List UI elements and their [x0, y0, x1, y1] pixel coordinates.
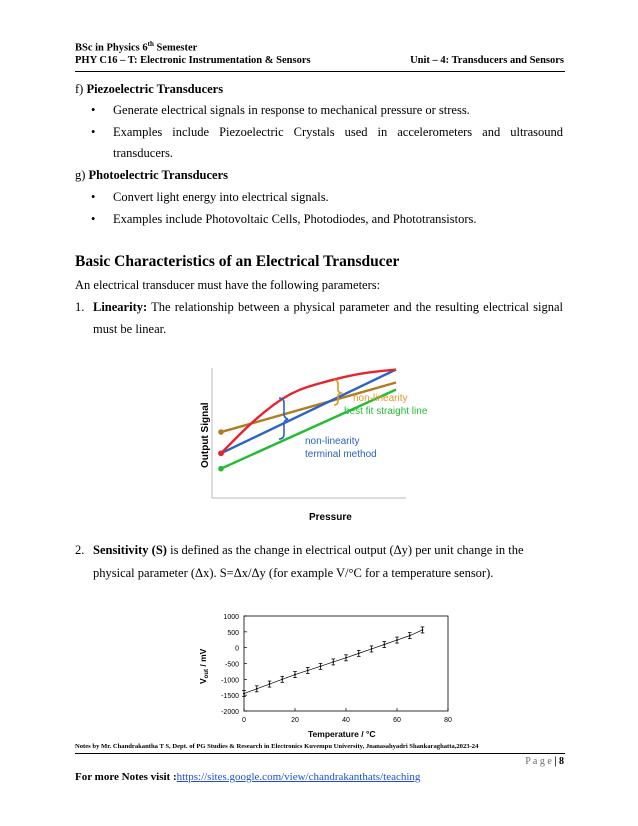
- x-tick-label: 40: [342, 717, 350, 724]
- item-2-cont: physical parameter (Δx). S=Δx/Δy (for example V/°C for a temperature sensor).: [93, 566, 494, 580]
- header-divider: [75, 71, 565, 72]
- section-heading: Basic Characteristics of an Electrical Transducer: [75, 253, 400, 270]
- item-2-text: Sensitivity (S) is defined as the change in electrical output (Δy) per unit change in the: [93, 543, 524, 557]
- y-tick-label: 1000: [223, 614, 239, 621]
- data-point: [396, 639, 398, 641]
- piezo-bullet-2: • Examples include Piezoelectric Crystals used in accelerometers and ultrasound: [113, 123, 563, 141]
- annotation-best-fit: best fit straight line: [344, 406, 428, 417]
- data-point: [294, 674, 296, 676]
- data-point: [269, 683, 271, 685]
- series-start-point: [218, 451, 224, 457]
- lower-brace: [279, 398, 288, 439]
- annotation-terminal-method: terminal method: [305, 449, 377, 460]
- y-tick-label: -1500: [221, 693, 239, 701]
- unit-title: Unit – 4: Transducers and Sensors: [410, 55, 564, 66]
- annotation-non-linearity-1: non-linearity: [353, 393, 408, 404]
- page-number: P a g e | 8: [525, 756, 564, 767]
- item-2-number: 2.: [75, 543, 85, 557]
- upper-brace: [334, 380, 341, 405]
- annotation-non-linearity-2: non-linearity: [305, 436, 360, 447]
- footer-notes: Notes by Mr. Chandrakantha T S, Dept. of PG Studies & Research in Electronics Kuvempu University, Jnanasahyadri Shankaraghatta,2023-24: [75, 743, 479, 750]
- photo-heading: g) Photoelectric Transducers: [75, 168, 228, 182]
- data-point: [320, 665, 322, 667]
- item-1-text: Linearity: The relationship between a physical parameter and the resulting electrical signal: [93, 300, 563, 314]
- footer-divider: [75, 753, 565, 754]
- sensitivity-chart: [188, 604, 468, 742]
- plot-frame: [244, 616, 448, 711]
- item-1-cont: must be linear.: [93, 322, 167, 336]
- data-point: [243, 693, 245, 695]
- y-tick-label: -1000: [221, 677, 239, 685]
- y-axis-label: $V_{out}$ / mV: [198, 648, 210, 684]
- series-start-point: [218, 429, 224, 435]
- data-point: [409, 635, 411, 637]
- data-point: [422, 629, 424, 631]
- piezo-bullet-1: • Generate electrical signals in response to mechanical pressure or stress.: [113, 101, 470, 119]
- data-point: [256, 688, 258, 690]
- series-start-point: [218, 466, 224, 472]
- y-tick-label: -500: [224, 661, 239, 669]
- y-tick-label: 500: [227, 629, 239, 637]
- paper-title: PHY C16 – T: Electronic Instrumentation & Sensors: [75, 55, 311, 66]
- data-point: [307, 670, 309, 672]
- data-point: [358, 652, 360, 654]
- data-point: [281, 678, 283, 680]
- x-tick-label: 20: [291, 717, 299, 724]
- x-axis-label: Pressure: [309, 512, 352, 523]
- piezo-bullet-2-cont: transducers.: [113, 146, 174, 160]
- data-point: [371, 648, 373, 650]
- x-tick-label: 80: [444, 717, 452, 724]
- piezo-heading: f) Piezoelectric Transducers: [75, 82, 224, 96]
- data-point: [345, 657, 347, 659]
- data-point: [383, 644, 385, 646]
- photo-bullet-2: • Examples include Photovoltaic Cells, Photodiodes, and Phototransistors.: [113, 210, 477, 228]
- section-intro: An electrical transducer must have the following parameters:: [75, 278, 381, 292]
- y-tick-label: 0: [235, 645, 239, 653]
- photo-bullet-1: • Convert light energy into electrical signals.: [113, 188, 329, 206]
- data-point: [332, 661, 334, 663]
- y-axis-label: Output Signal: [200, 402, 211, 468]
- item-1-number: 1.: [75, 300, 85, 314]
- linearity-chart: [196, 356, 428, 528]
- x-tick-label: 0: [242, 717, 246, 724]
- x-tick-label: 60: [393, 717, 401, 724]
- footer-more: For more Notes visit :https://sites.google.com/view/chandrakanthats/teaching: [75, 771, 421, 783]
- course-title: BSc in Physics 6th Semester: [75, 40, 198, 54]
- x-axis-label: Temperature / °C: [308, 729, 376, 739]
- y-tick-label: -2000: [221, 709, 239, 716]
- notes-link[interactable]: https://sites.google.com/view/chandrakanthats/teaching: [176, 771, 421, 783]
